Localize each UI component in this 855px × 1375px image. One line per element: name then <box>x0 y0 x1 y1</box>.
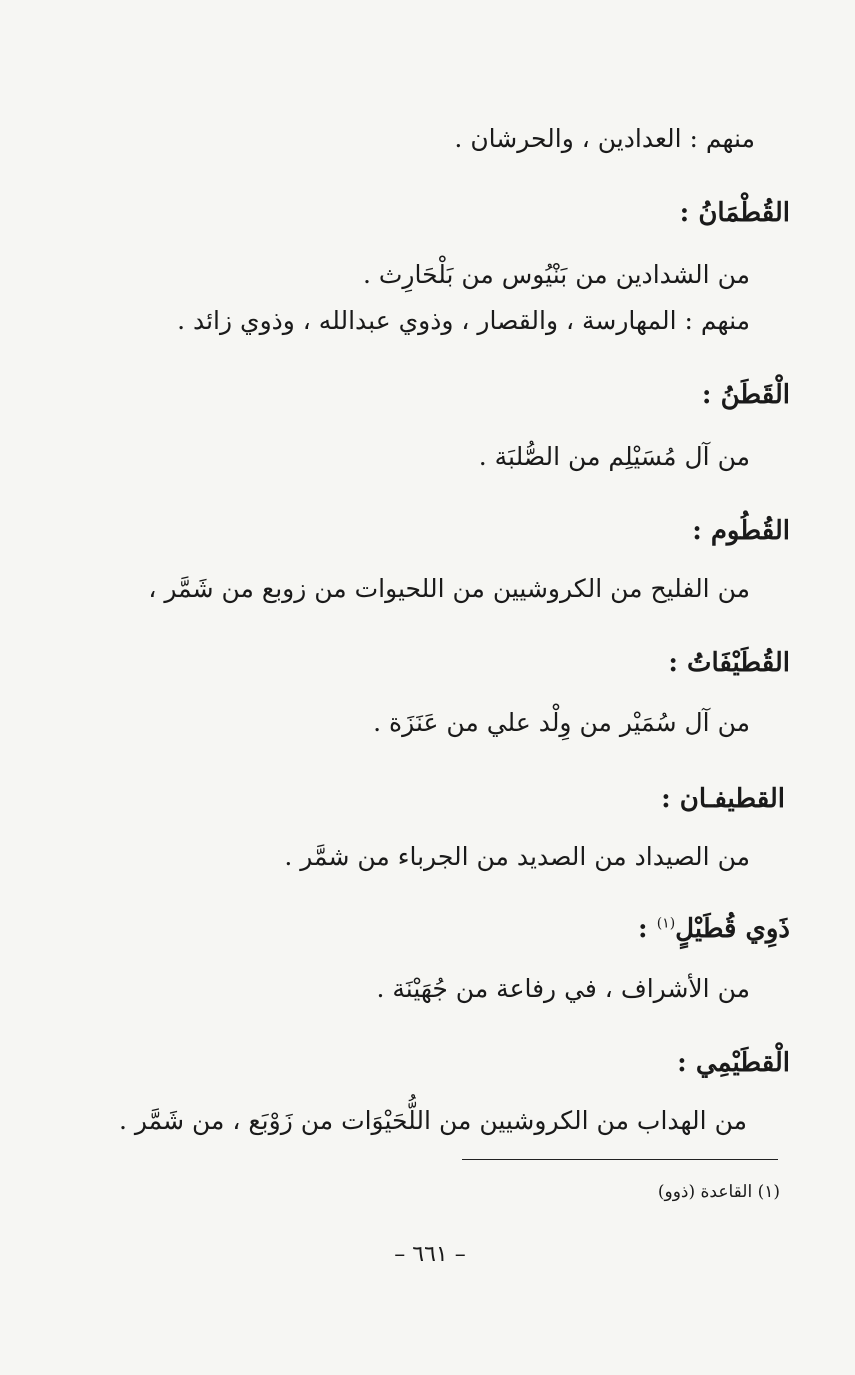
heading-text: ذَوِي قُطَيْلٍ <box>675 914 790 944</box>
text-line: من الأشراف ، في رفاعة من جُهَيْنَة . <box>376 974 750 1003</box>
text-line: من الشدادين من بَنْيُوس من بَلْحَارِث . <box>362 260 750 289</box>
text-line: من الفليح من الكروشيين من اللحيوات من زوبع من شَمَّر ، <box>148 574 750 603</box>
text-line: منهم : العدادين ، والحرشان . <box>454 124 755 153</box>
entry-heading: القُطْمَانُ : <box>679 198 790 228</box>
entry-heading: الْقطَيْمِي : <box>677 1048 790 1078</box>
page-number: – ٦٦١ – <box>394 1242 466 1267</box>
heading-colon: : <box>638 914 648 944</box>
text-line: من الهداب من الكروشيين من اللُّحَيْوَات من زَوْبَع ، من شَمَّر . <box>118 1106 747 1135</box>
footnote: (١) القاعدة (ذوو) <box>657 1182 780 1202</box>
text-line: من آل مُسَيْلِم من الصُّلبَة . <box>478 442 750 471</box>
text-line: منهم : المهارسة ، والقصار ، وذوي عبدالله ، وذوي زائد . <box>177 306 750 335</box>
footnote-marker: (١) <box>656 915 676 932</box>
text-line: من الصيداد من الصديد من الجرباء من شمَّر . <box>284 842 750 871</box>
text-line: من آل سُمَيْر من وِلْد علي من عَنَزَة . <box>373 708 750 737</box>
entry-heading: القطيفـان : <box>661 784 785 814</box>
footnote-divider <box>462 1159 778 1160</box>
entry-heading: القُطَيْفَاتُ : <box>668 648 790 678</box>
entry-heading <box>638 914 790 944</box>
entry-heading: القُطُوم : <box>692 516 790 546</box>
entry-heading: الْقَطَنُ : <box>701 380 790 410</box>
